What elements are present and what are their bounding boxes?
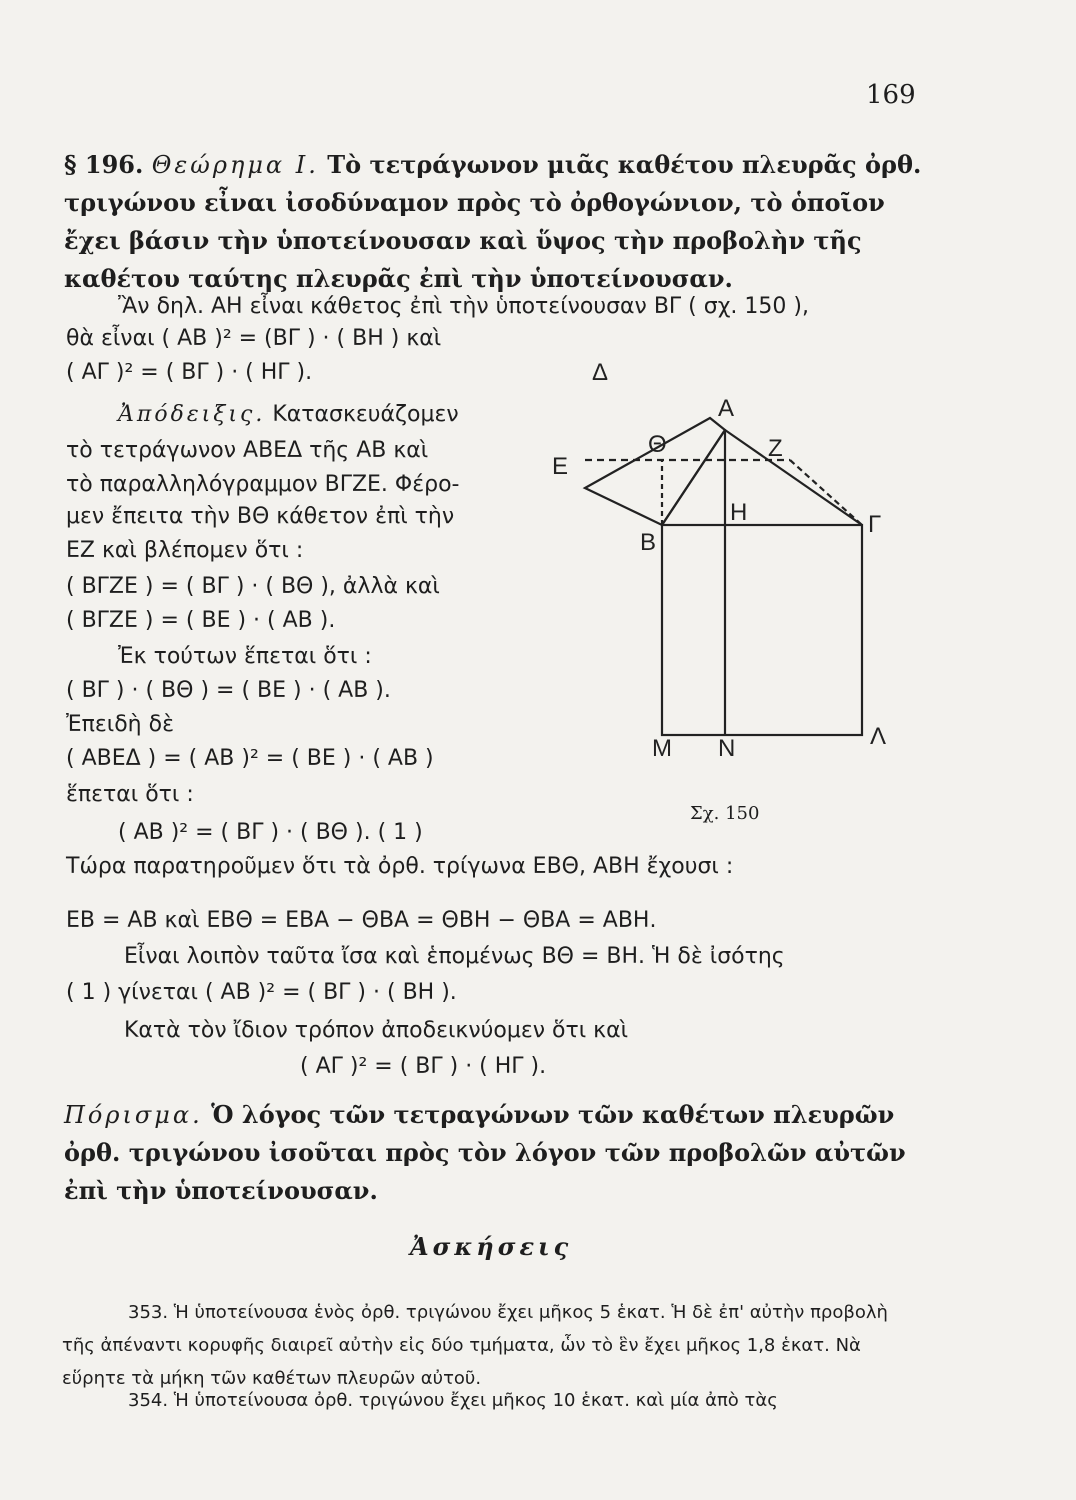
corollary-block [64, 1096, 924, 1210]
text-line: ( 1 ) γίνεται ( ΑΒ )² = ( ΒΓ ) · ( ΒΗ ). [66, 980, 457, 1005]
text-line: Ἂν δηλ. ΑΗ εἶναι κάθετος ἐπὶ τὴν ὑποτείνουσαν ΒΓ ( σχ. 150 ), [118, 294, 809, 319]
text-line: θὰ εἶναι ( ΑΒ )² = (ΒΓ ) · ( ΒΗ ) καὶ [66, 326, 442, 351]
text-line: ( ΑΓ )² = ( ΒΓ ) · ( ΗΓ ). [300, 1054, 547, 1079]
theorem-block [64, 146, 924, 298]
text-line: τὸ παραλληλόγραμμον ΒΓΖΕ. Φέρο- [66, 472, 460, 497]
proof-line [118, 402, 459, 427]
text-line: ( ΑΒΕΔ ) = ( ΑΒ )² = ( ΒΕ ) · ( ΑΒ ) [66, 746, 434, 771]
label-n: Ν [718, 735, 736, 760]
angle-equation: ΕΒ = ΑΒ καὶ ΕΒΘ = ΕΒΑ − ΘΒΑ = ΘΒΗ − ΘΒΑ = ΑΒΗ. [66, 908, 657, 933]
label-g: Γ [868, 511, 882, 538]
theorem-name: Θεώρημα Ι. [151, 151, 319, 179]
label-h: Η [730, 499, 748, 526]
text-line: Κατασκευάζομεν [272, 402, 459, 427]
label-d: Δ [592, 359, 609, 386]
equation-1: ( ΑΒ )² = ( ΒΓ ) · ( ΒΘ ). ( 1 ) [118, 820, 423, 845]
text-line: Ἐπειδὴ δὲ [66, 712, 174, 737]
text-line: Εἶναι λοιπὸν ταῦτα ἴσα καὶ ἑπομένως ΒΘ = ΒΗ. Ἡ δὲ ἰσότης [124, 944, 785, 969]
text-line: ( ΒΓ ) · ( ΒΘ ) = ( ΒΕ ) · ( ΑΒ ). [66, 678, 391, 703]
label-z: Ζ [768, 435, 783, 462]
text-line: ( ΑΓ )² = ( ΒΓ ) · ( ΗΓ ). [66, 360, 313, 385]
corollary-name: Πόρισμα. [64, 1101, 203, 1129]
label-th: Θ [648, 431, 667, 458]
text-line: ( ΒΓΖΕ ) = ( ΒΕ ) · ( ΑΒ ). [66, 608, 336, 633]
proof-label: Ἀπόδειξις. [118, 402, 266, 427]
text-line: τὸ τετράγωνον ΑΒΕΔ τῆς ΑΒ καὶ [66, 438, 429, 463]
text-line: ΕΖ καὶ βλέπομεν ὅτι : [66, 538, 304, 563]
exercise-354: 354. Ἡ ὑποτείνουσα ὀρθ. τριγώνου ἔχει μῆκος 10 ἑκατ. καὶ μία ἀπὸ τὰς [128, 1390, 778, 1411]
label-b: Β [640, 529, 657, 556]
corollary-text: Ὁ λόγος τῶν τετραγώνων τῶν καθέτων πλευρῶν ὀρθ. τριγώνου ἰσοῦται πρὸς τὸν λόγον τῶν προβολῶν αὐτῶν ἐπὶ τὴν ὑποτείνουσαν. [64, 1100, 906, 1205]
text-line: Κατὰ τὸν ἴδιον τρόπον ἀποδεικνύομεν ὅτι καὶ [124, 1018, 629, 1043]
label-e: Ε [552, 453, 569, 480]
text-line: μεν ἔπειτα τὴν ΒΘ κάθετον ἐπὶ τὴν [66, 504, 455, 529]
exercise-353: 353. Ἡ ὑποτείνουσα ἑνὸς ὀρθ. τριγώνου ἔχει μῆκος 5 ἑκατ. Ἡ δὲ ἐπ' αὐτὴν προβολὴ τῆς ἀπέναντι κορυφῆς διαιρεῖ αὐτὴν εἰς δύο τμήματα, ὧν τὸ ἓν ἔχει μῆκος 1,8 ἑκατ. Νὰ εὕρητε τὰ μήκη τῶν καθέτων πλευρῶν αὐτοῦ. [62, 1302, 888, 1389]
text-line: Ἐκ τούτων ἕπεται ὅτι : [118, 644, 372, 669]
label-m: Μ [652, 735, 672, 760]
text-line: Τώρα παρατηροῦμεν ὅτι τὰ ὀρθ. τρίγωνα ΕΒΘ, ΑΒΗ ἔχουσι : [66, 854, 734, 879]
figure-150 [540, 350, 900, 760]
label-a: Α [718, 395, 735, 422]
page-number: 169 [866, 80, 916, 110]
square-bglm [662, 525, 862, 735]
theorem-text: Τὸ τετράγωνον μιᾶς καθέτου πλευρᾶς ὀρθ. τριγώνου εἶναι ἰσοδύναμον πρὸς τὸ ὀρθογώνιον, τὸ ὁποῖον ἔχει βάσιν τὴν ὑποτείνουσαν καὶ ὕψος τὴν προβολὴν τῆς καθέτου ταύτης πλευρᾶς ἐπὶ τὴν ὑποτείνουσαν. [64, 150, 922, 293]
text-line: ἕπεται ὅτι : [66, 782, 194, 807]
side-ab [662, 430, 725, 525]
figure-caption: Σχ. 150 [690, 803, 760, 824]
label-l: Λ [870, 723, 887, 750]
text-line: ( ΒΓΖΕ ) = ( ΒΓ ) · ( ΒΘ ), ἀλλὰ καὶ [66, 574, 440, 599]
segment-zg [790, 460, 862, 525]
theorem-label: § 196. [64, 150, 144, 179]
exercises-heading: Ἀσκήσεις [410, 1232, 573, 1261]
